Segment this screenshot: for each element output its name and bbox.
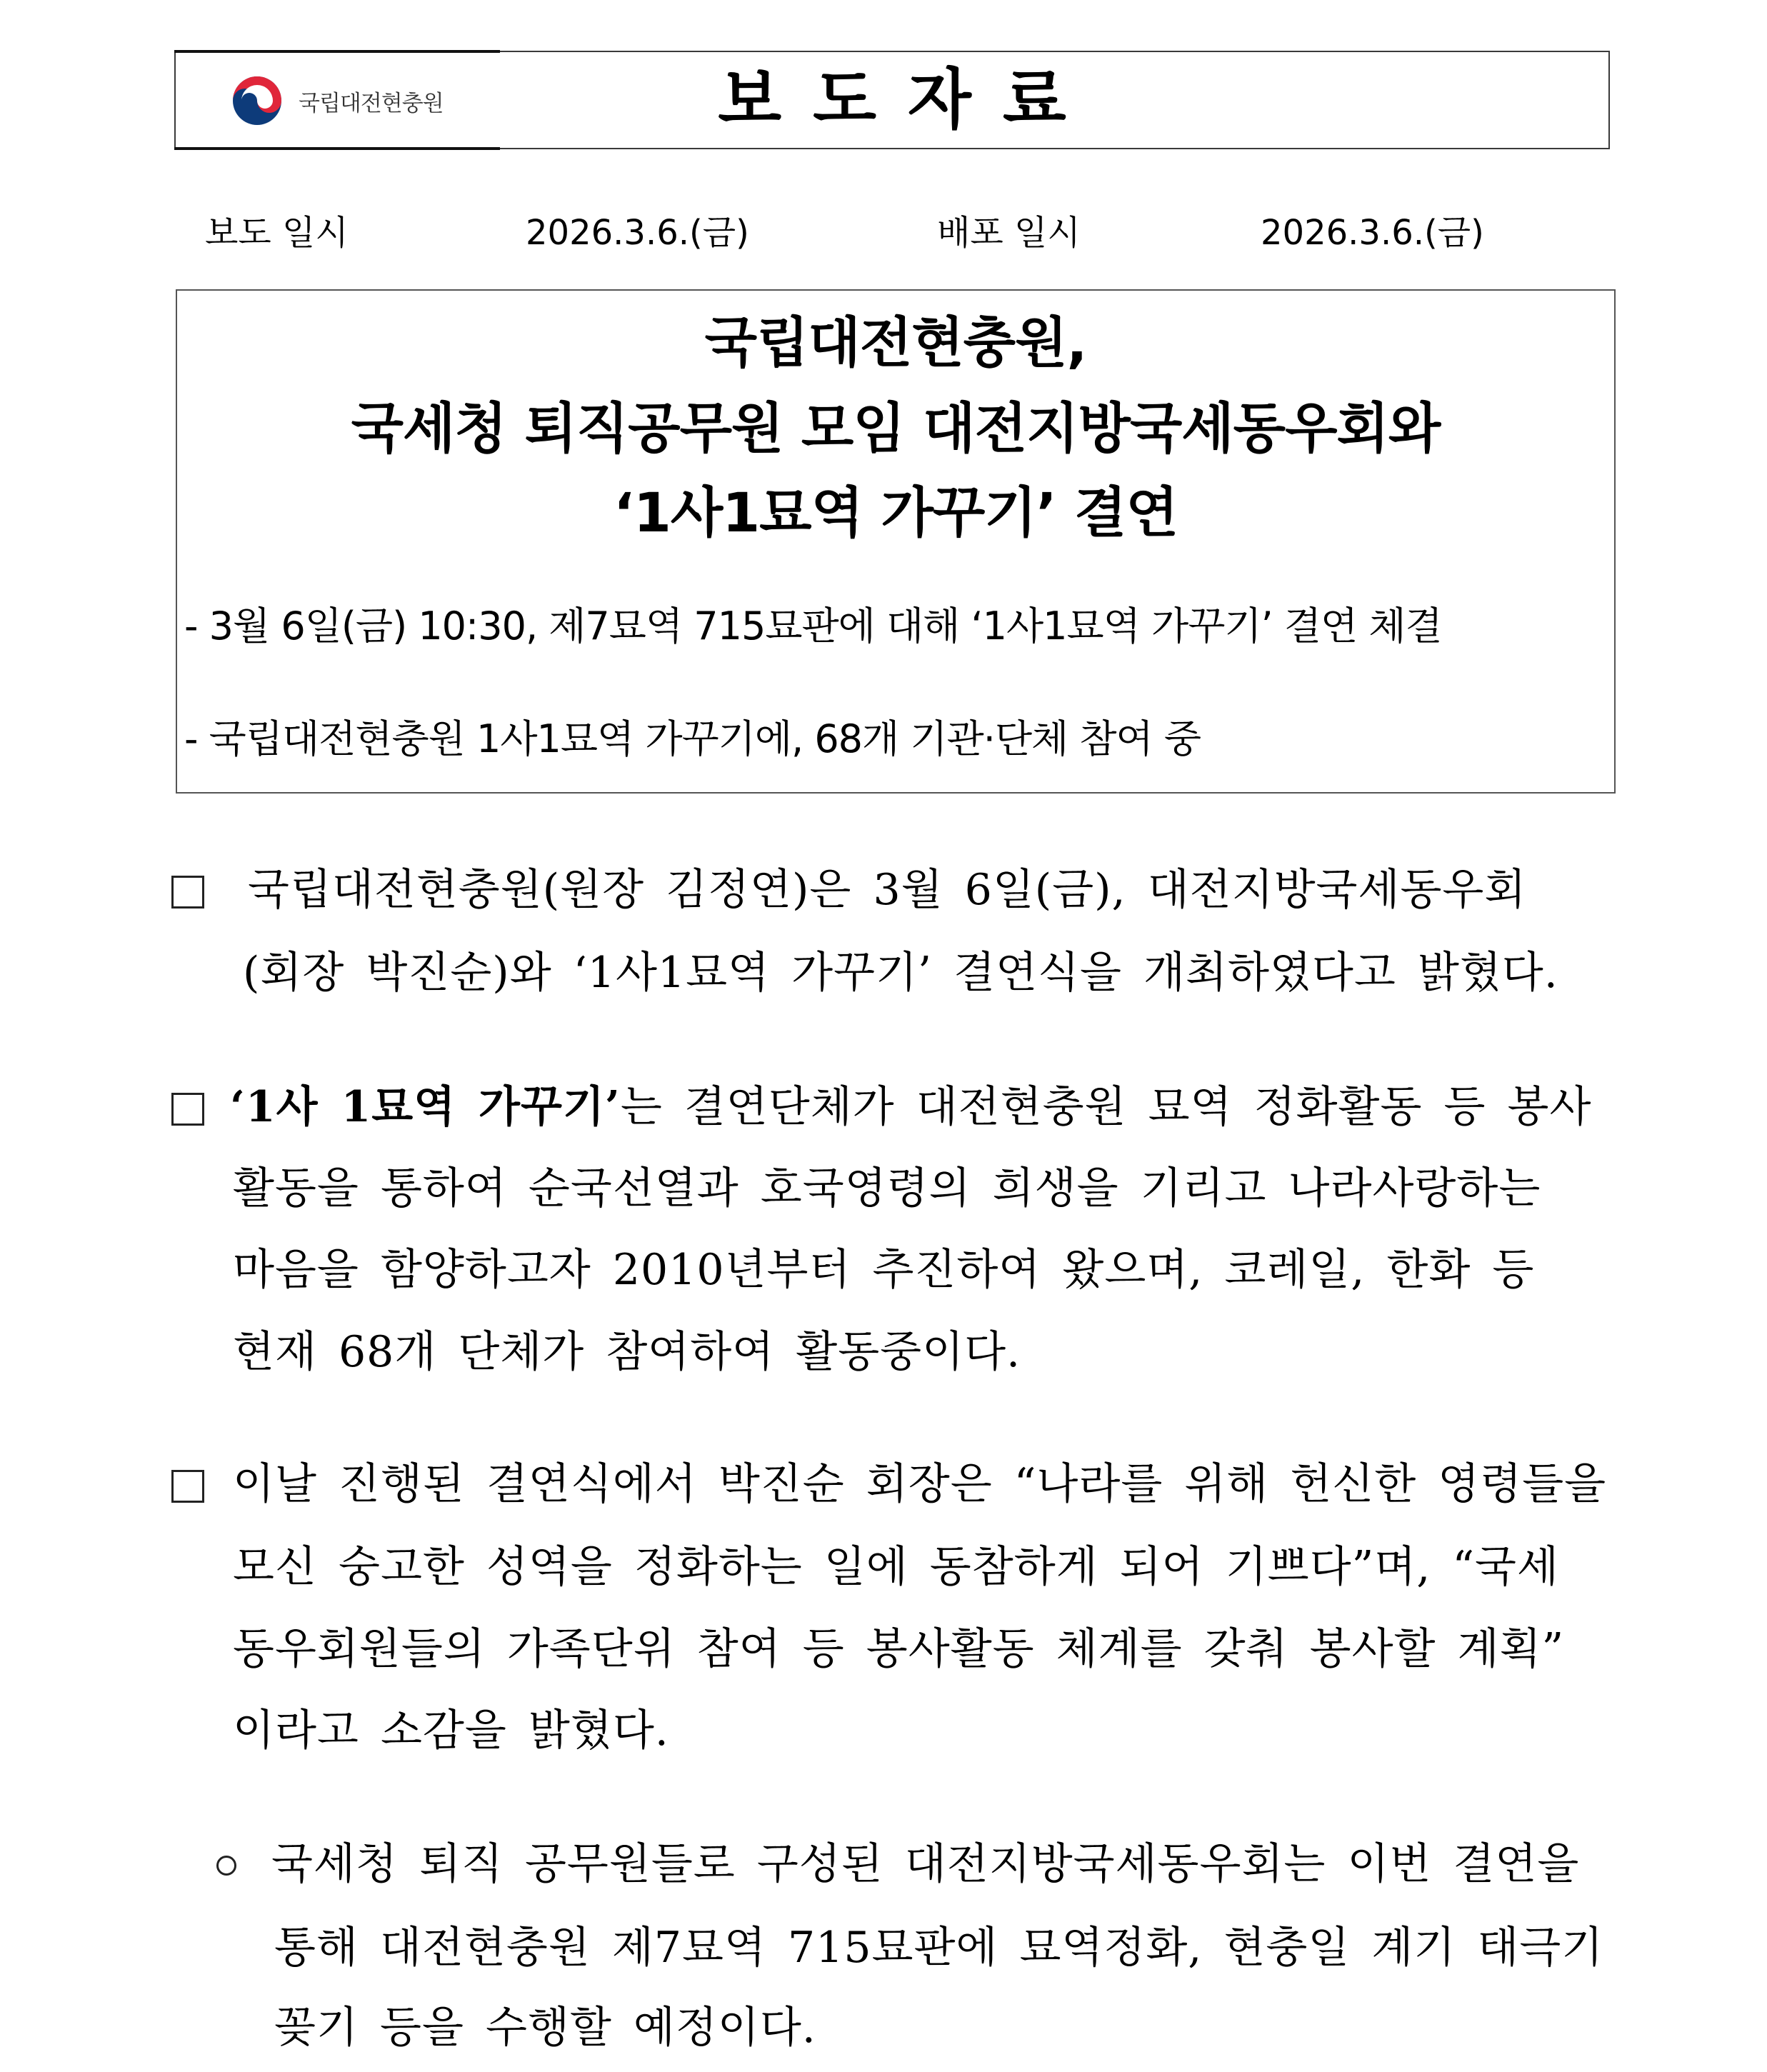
subpoint-line-3: 꽂기 등을 수행할 예정이다. — [274, 2003, 816, 2053]
paragraph-1-line-1: 국립대전현충원(원장 김정연)은 3월 6일(금), 대전지방국세동우회 — [248, 865, 1527, 915]
doc-type-title: 보도자료 — [718, 61, 1098, 138]
header-box — [174, 51, 1610, 149]
subpoint-line-1: 국세청 퇴직 공무원들로 구성된 대전지방국세동우회는 이번 결연을 — [271, 1839, 1580, 1889]
checkbox-bullet-icon — [171, 1093, 204, 1126]
paragraph-2-line-3: 마음을 함양하고자 2010년부터 추진하여 왔으며, 코레일, 한화 등 — [233, 1245, 1535, 1295]
paragraph-1-line-2: (회장 박진순)와 ‘1사1묘역 가꾸기’ 결연식을 개최하였다고 밝혔다. — [243, 948, 1558, 998]
headline-line-1: 국립대전현충원, — [704, 311, 1087, 374]
paragraph-3-line-1: 이날 진행된 결연식에서 박진순 회장은 “나라를 위해 헌신한 영령들을 — [233, 1459, 1607, 1509]
summary-bullet-2: - 국립대전현충원 1사1묘역 가꾸기에, 68개 기관·단체 참여 중 — [184, 716, 1201, 761]
circle-bullet-icon — [216, 1856, 236, 1876]
header-accent-line-top — [174, 50, 500, 53]
paragraph-2-line-1-rest: 는 결연단체가 대전현충원 묘역 정화활동 등 봉사 — [620, 1082, 1592, 1132]
paragraph-3-line-4: 이라고 소감을 밝혔다. — [233, 1706, 669, 1756]
distribution-date-value: 2026.3.6.(금) — [1261, 213, 1484, 253]
paragraph-3-line-2: 모신 숭고한 성역을 정화하는 일에 동참하게 되어 기쁘다”며, “국세 — [233, 1542, 1559, 1592]
distribution-date-label: 배포 일시 — [937, 213, 1081, 253]
subpoint-line-2: 통해 대전현충원 제7묘역 715묘판에 묘역정화, 현충일 계기 태극기 — [274, 1923, 1604, 1973]
summary-bullet-1: - 3월 6일(금) 10:30, 제7묘역 715묘판에 대해 ‘1사1묘역 가꾸기’ 결연 체결 — [184, 604, 1442, 649]
headline-line-2: 국세청 퇴직공무원 모임 대전지방국세동우회와 — [351, 396, 1441, 460]
paragraph-2-lead-bold: ‘1사 1묘역 가꾸기’ — [230, 1082, 621, 1132]
org-logo-text: 국립대전현충원 — [299, 91, 444, 116]
paragraph-2-line-2: 활동을 통하여 순국선열과 호국영령의 희생을 기리고 나라사랑하는 — [233, 1163, 1541, 1213]
checkbox-bullet-icon — [171, 876, 204, 909]
paragraph-3-line-3: 동우회원들의 가족단위 참여 등 봉사활동 체계를 갖춰 봉사할 계획” — [233, 1624, 1565, 1674]
checkbox-bullet-icon — [171, 1470, 204, 1503]
paragraph-2-line-1 — [230, 1080, 1591, 1134]
release-date-value: 2026.3.6.(금) — [526, 213, 749, 253]
release-date-label: 보도 일시 — [205, 213, 349, 253]
header-accent-line-bottom — [174, 147, 500, 150]
headline-line-3: ‘1사1묘역 가꾸기’ 결연 — [614, 481, 1178, 544]
headline-box — [176, 289, 1616, 794]
paragraph-2-line-4: 현재 68개 단체가 참여하여 활동중이다. — [233, 1327, 1021, 1377]
